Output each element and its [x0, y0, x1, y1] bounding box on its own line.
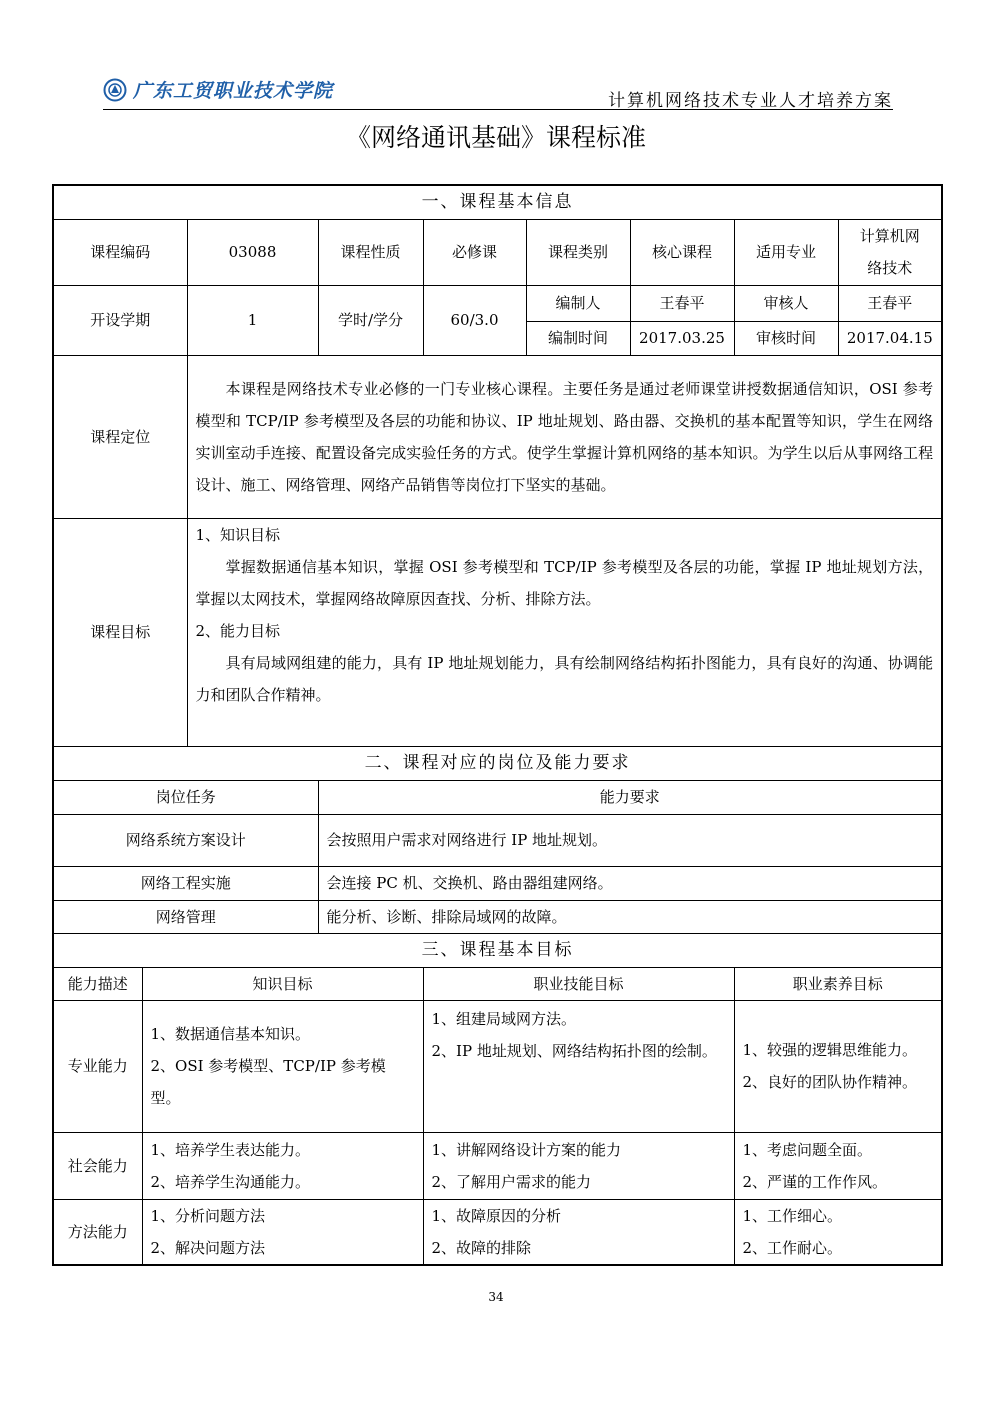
- list-item: 1、讲解网络设计方案的能力: [431, 1140, 622, 1159]
- list-item: 2、解决问题方法: [150, 1238, 266, 1257]
- list-item: 1、数据通信基本知识。: [150, 1025, 311, 1043]
- list-item: 2、培养学生沟通能力。: [150, 1172, 311, 1191]
- knowledge-objective-text: 掌握数据通信基本知识，掌握 OSI 参考模型和 TCP/IP 参考模型及各层的功能，掌握 IP 地址规划方法，掌握以太网技术，掌握网络故障原因查找、分析、排除方法。: [195, 557, 934, 608]
- major-value: [838, 219, 942, 285]
- list-item: 2、故障的排除: [431, 1238, 532, 1257]
- ability-desc-header: 能力描述: [53, 967, 142, 1000]
- ability-desc: 方法能力: [53, 1199, 142, 1265]
- job-task-header: 岗位任务: [53, 780, 318, 814]
- ability-desc: 社会能力: [53, 1132, 142, 1199]
- compile-date-value: 2017.03.25: [630, 321, 734, 355]
- hours-label: 学时/学分: [318, 285, 423, 355]
- list-item: 2、了解用户需求的能力: [431, 1172, 592, 1191]
- semester-label: 开设学期: [53, 285, 187, 355]
- reviewer-value: 王春平: [838, 285, 942, 321]
- table-row: [53, 866, 942, 900]
- semester-value: 1: [187, 285, 318, 355]
- course-standard-table: [52, 184, 943, 1266]
- positioning-text: 本课程是网络技术专业必修的一门专业核心课程。主要任务是通过老师课堂讲授数据通信知识，OSI 参考模型和 TCP/IP 参考模型及各层的功能和协议、IP 地址规划、路由器、交换机的基本配置等知识，学生在网络实训室动手连接、配置设备完成实验任务的方式。使学生掌握计算机网络的基本知识。为学生以后从事网络工程设计、施工、网络管理、网络产品销售等岗位打下坚实的基础。: [187, 355, 942, 518]
- ability-requirement: 能分析、诊断、排除局域网的故障。: [318, 900, 942, 933]
- list-item: 1、分析问题方法: [150, 1206, 266, 1225]
- course-code-value: 03088: [187, 219, 318, 285]
- section1-heading: 一、课程基本信息: [53, 185, 942, 219]
- page-header: [103, 70, 893, 110]
- knowledge-objective-title: 1、知识目标: [195, 525, 281, 544]
- objectives-label: 课程目标: [53, 518, 187, 746]
- skill-goal: [423, 1000, 734, 1132]
- section3-heading: 三、课程基本目标: [53, 933, 942, 967]
- ability-objective-title: 2、能力目标: [195, 621, 281, 640]
- list-item: 2、良好的团队协作精神。: [742, 1073, 918, 1091]
- ability-requirement: 会连接 PC 机、交换机、路由器组建网络。: [318, 866, 942, 900]
- table-row: [53, 900, 942, 933]
- list-item: 1、故障原因的分析: [431, 1206, 562, 1225]
- author-value: 王春平: [630, 285, 734, 321]
- positioning-label: 课程定位: [53, 355, 187, 518]
- knowledge-goal: [142, 1132, 423, 1199]
- list-item: 2、IP 地址规划、网络结构拓扑图的绘制。: [431, 1041, 717, 1060]
- list-item: 1、考虑问题全面。: [742, 1140, 873, 1159]
- course-nature-label: 课程性质: [318, 219, 423, 285]
- table-row: [53, 1000, 942, 1132]
- quality-goal: [734, 1199, 942, 1265]
- skill-goal: [423, 1199, 734, 1265]
- knowledge-goal: [142, 1199, 423, 1265]
- reviewer-label: 审核人: [734, 285, 838, 321]
- page-number: 34: [488, 1290, 504, 1304]
- school-name: 广东工贸职业技术学院: [133, 80, 334, 102]
- school-logo: [103, 76, 333, 103]
- program-title: 计算机网络技术专业人才培养方案: [608, 91, 893, 111]
- knowledge-goal: [142, 1000, 423, 1132]
- list-item: 2、工作耐心。: [742, 1238, 843, 1257]
- knowledge-goal-header: 知识目标: [142, 967, 423, 1000]
- quality-goal: [734, 1132, 942, 1199]
- section2-heading: 二、课程对应的岗位及能力要求: [53, 746, 942, 780]
- table-row: [53, 814, 942, 866]
- list-item: 2、严谨的工作作风。: [742, 1172, 888, 1191]
- school-emblem-icon: [103, 78, 127, 102]
- job-task: 网络管理: [53, 900, 318, 933]
- table-row: [53, 1199, 942, 1265]
- list-item: 2、OSI 参考模型、TCP/IP 参考模型。: [150, 1057, 386, 1107]
- ability-requirement: 会按照用户需求对网络进行 IP 地址规划。: [318, 814, 942, 866]
- job-task: 网络工程实施: [53, 866, 318, 900]
- major-label: 适用专业: [734, 219, 838, 285]
- review-date-label: 审核时间: [734, 321, 838, 355]
- course-category-value: 核心课程: [630, 219, 734, 285]
- quality-goal: [734, 1000, 942, 1132]
- header-rule: [103, 109, 893, 110]
- list-item: 1、组建局域网方法。: [431, 1009, 577, 1028]
- course-nature-value: 必修课: [423, 219, 526, 285]
- skill-goal: [423, 1132, 734, 1199]
- skill-goal-header: 职业技能目标: [423, 967, 734, 1000]
- course-code-label: 课程编码: [53, 219, 187, 285]
- hours-value: 60/3.0: [423, 285, 526, 355]
- ability-desc: 专业能力: [53, 1000, 142, 1132]
- list-item: 1、工作细心。: [742, 1206, 843, 1225]
- job-task: 网络系统方案设计: [53, 814, 318, 866]
- document-title: 《网络通讯基础》课程标准: [345, 123, 646, 152]
- author-label: 编制人: [526, 285, 630, 321]
- major-value-line2: 络技术: [867, 259, 913, 277]
- review-date-value: 2017.04.15: [838, 321, 942, 355]
- course-category-label: 课程类别: [526, 219, 630, 285]
- list-item: 1、较强的逻辑思维能力。: [742, 1041, 918, 1059]
- objectives-cell: [187, 518, 942, 746]
- list-item: 1、培养学生表达能力。: [150, 1140, 311, 1159]
- major-value-line1: 计算机网: [859, 227, 920, 245]
- ability-requirement-header: 能力要求: [318, 780, 942, 814]
- table-row: [53, 1132, 942, 1199]
- quality-goal-header: 职业素养目标: [734, 967, 942, 1000]
- ability-objective-text: 具有局域网组建的能力，具有 IP 地址规划能力，具有绘制网络结构拓扑图能力，具有良好的沟通、协调能力和团队合作精神。: [195, 653, 934, 704]
- compile-date-label: 编制时间: [526, 321, 630, 355]
